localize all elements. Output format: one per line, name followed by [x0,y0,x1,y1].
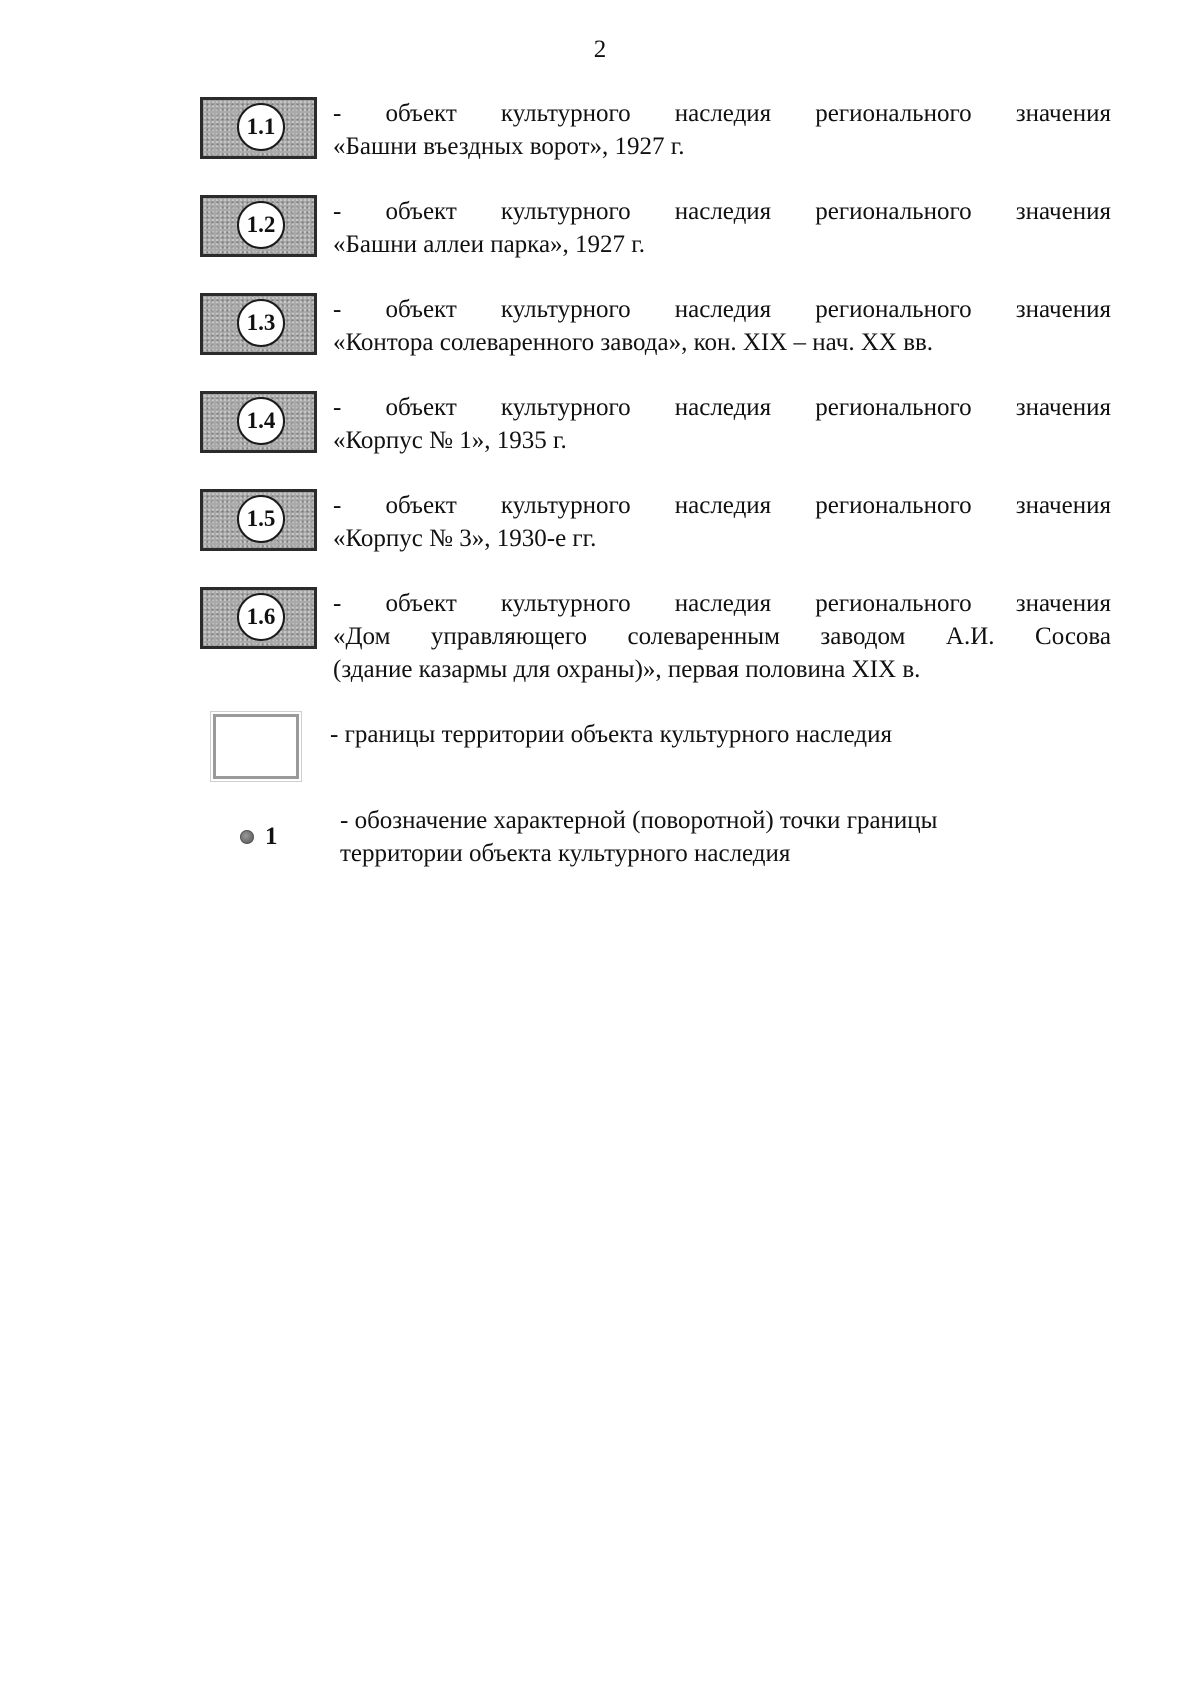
object-code-badge: 1.3 [237,299,285,347]
description-line: - объект культурного наследия регионального значения [333,296,1111,323]
object-code-badge: 1.5 [237,495,285,543]
object-description [333,489,1111,555]
description-line: «Дом управляющего солеваренным заводом А.И. Сосова [333,623,1111,650]
description-line: - объект культурного наследия регионального значения [333,492,1111,519]
object-swatch [200,489,317,551]
description-line: - объект культурного наследия регионального значения [333,100,1111,127]
object-description [333,293,1111,359]
object-code-badge: 1.1 [237,103,285,151]
point-dot-icon [240,830,254,844]
description-line: территории объекта культурного наследия [340,840,791,867]
object-description [333,391,1111,457]
description-line: - объект культурного наследия регионального значения [333,394,1111,421]
object-swatch [200,391,317,453]
object-code-badge: 1.4 [237,397,285,445]
description-line: (здание казармы для охраны)», первая половина XIX в. [333,656,921,683]
object-swatch [200,97,317,159]
boundary-swatch [213,714,299,779]
object-description [333,97,1111,163]
description-line: «Башни въездных ворот», 1927 г. [333,133,685,160]
object-code-badge: 1.2 [237,201,285,249]
boundary-description: - границы территории объекта культурного наследия [330,721,893,748]
object-swatch [200,587,317,649]
description-line: «Башни аллеи парка», 1927 г. [333,231,645,258]
object-swatch [200,293,317,355]
page-number: 2 [593,36,607,63]
object-description [333,587,1111,686]
point-label: 1 [265,823,278,850]
description-line: «Контора солеваренного завода», кон. XIX – нач. XX вв. [333,329,934,356]
description-line: - обозначение характерной (поворотной) точки границы [340,807,938,834]
description-line: «Корпус № 3», 1930-е гг. [333,525,597,552]
object-description [333,195,1111,261]
boundary-point-marker [240,822,300,852]
description-line: «Корпус № 1», 1935 г. [333,427,567,454]
point-description [340,804,937,870]
description-line: - объект культурного наследия регионального значения [333,198,1111,225]
object-code-badge: 1.6 [237,593,285,641]
description-line: - объект культурного наследия регионального значения [333,590,1111,617]
object-swatch [200,195,317,257]
